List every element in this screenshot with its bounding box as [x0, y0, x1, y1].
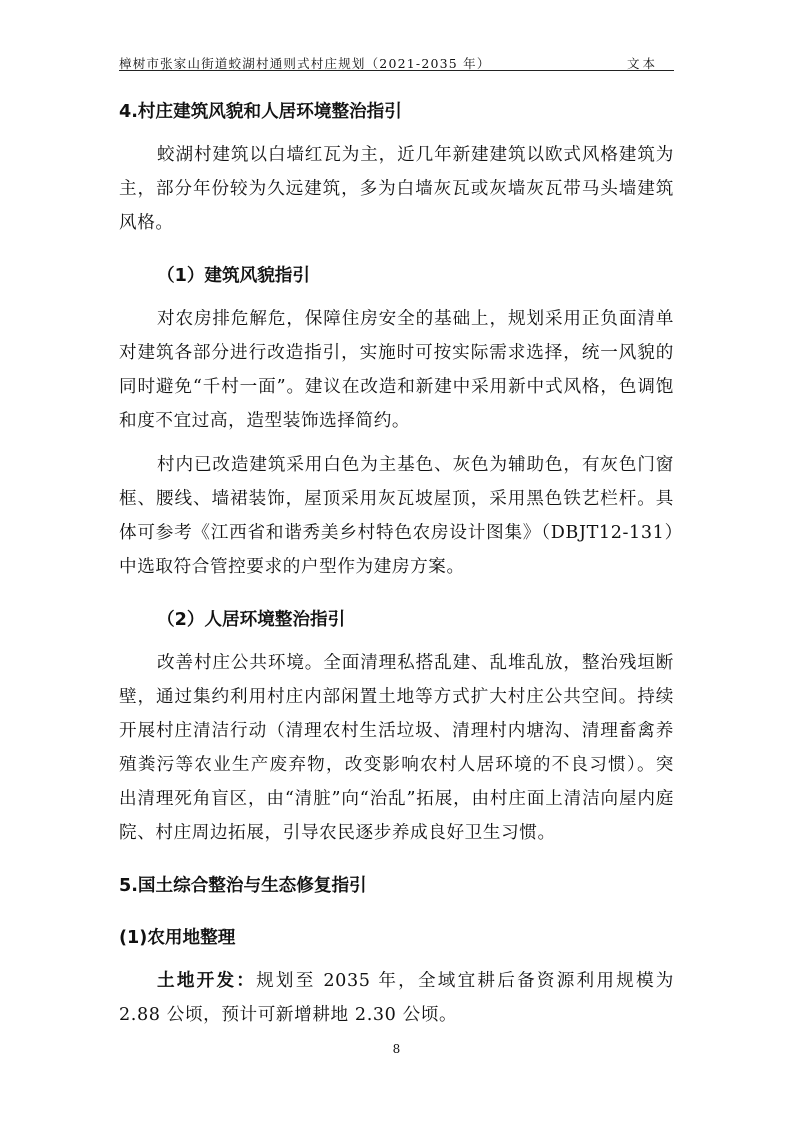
page-number: 8 — [392, 1042, 401, 1056]
page-content — [119, 86, 674, 1042]
section-label: 文本 — [626, 56, 658, 71]
subsection-2-heading: （2）人居环境整治指引 — [157, 610, 346, 630]
land-development-text: 规划至 2035 年，全域宜耕后备资源利用规模为 2.88 公顷，预计可新增耕地 2.30 公顷。 — [119, 971, 674, 1025]
section-5-heading: 5.国土综合整治与生态修复指引 — [119, 876, 367, 896]
land-development-label: 土地开发： — [157, 971, 257, 991]
land-development-paragraph — [119, 964, 674, 1032]
section-4-heading: 4.村庄建筑风貌和人居环境整治指引 — [119, 102, 402, 122]
page-header — [119, 52, 674, 72]
subsection-1-paragraph-2: 村内已改造建筑采用白色为主基色、灰色为辅助色，有灰色门窗框、腰线、墙裙装饰，屋顶采用灰瓦坡屋顶，采用黑色铁艺栏杆。具体可参考《江西省和谐秀美乡村特色农房设计图集》（DBJT12-131）中选取符合管控要求的户型作为建房方案。 — [119, 455, 674, 577]
header-divider — [119, 70, 674, 71]
subsection-1-paragraph-1: 对农房排危解危，保障住房安全的基础上，规划采用正负面清单对建筑各部分进行改造指引，实施时可按实际需求选择，统一风貌的同时避免“千村一面”。建议在改造和新建中采用新中式风格，色调饱和度不宜过高，造型装饰选择简约。 — [119, 309, 674, 431]
subsection-1-heading: （1）建筑风貌指引 — [157, 266, 310, 286]
subsection-2-paragraph: 改善村庄公共环境。全面清理私搭乱建、乱堆乱放，整治残垣断壁，通过集约利用村庄内部闲置土地等方式扩大村庄公共空间。持续开展村庄清洁行动（清理农村生活垃圾、清理村内塘沟、清理畜禽养殖粪污等农业生产废弃物，改变影响农村人居环境的不良习惯）。突出清理死角盲区，由“清脏”向“治乱”拓展，由村庄面上清洁向屋内庭院、村庄周边拓展，引导农民逐步养成良好卫生习惯。 — [119, 653, 674, 843]
section-5-subheading-farmland: (1)农用地整理 — [119, 928, 236, 948]
document-title: 樟树市张家山街道蛟湖村通则式村庄规划（2021-2035 年） — [119, 56, 491, 71]
section-4-intro: 蛟湖村建筑以白墙红瓦为主，近几年新建建筑以欧式风格建筑为主，部分年份较为久远建筑，多为白墙灰瓦或灰墙灰瓦带马头墙建筑风格。 — [119, 145, 674, 233]
